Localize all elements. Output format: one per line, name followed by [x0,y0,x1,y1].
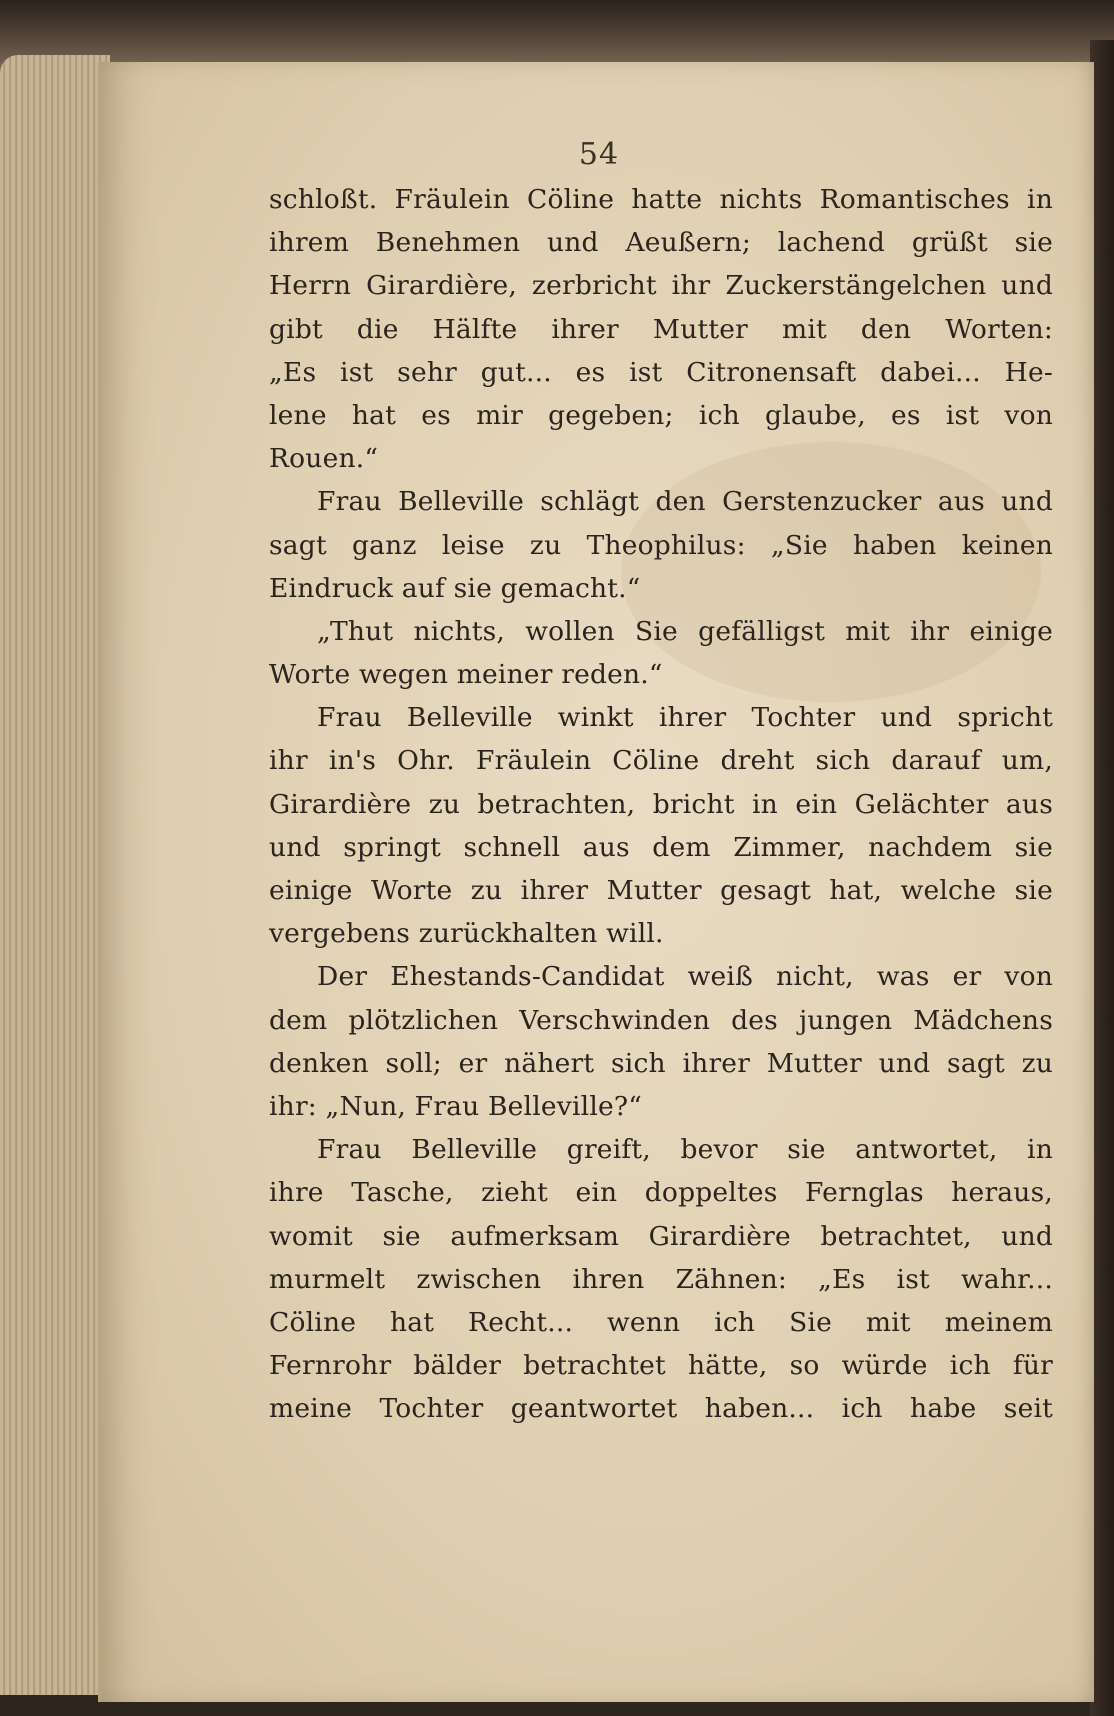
text-line: und springt schnell aus dem Zimmer, nachdem sie [269,831,1053,863]
text-line: Worte wegen meiner reden.“ [269,659,663,691]
text-line: sagt ganz leise zu Theophilus: „Sie haben keinen [269,529,1053,561]
text-line: murmelt zwischen ihren Zähnen: „Es ist wahr... [269,1263,1053,1295]
text-line: ihrem Benehmen und Aeußern; lachend grüßt sie [269,227,1053,259]
text-line: ihr in's Ohr. Fräulein Cöline dreht sich darauf um, [269,745,1053,777]
body-text [269,178,1053,1430]
page-number: 54 [578,137,620,172]
text-line: Rouen.“ [269,443,379,475]
book-page [98,62,1094,1702]
text-line: Frau Belleville winkt ihrer Tochter und spricht [317,702,1053,734]
text-line: womit sie aufmerksam Girardière betrachtet, und [269,1220,1053,1252]
text-line: schloßt. Fräulein Cöline hatte nichts Romantisches in [269,184,1053,215]
text-line: ihr: „Nun, Frau Belleville?“ [269,1090,643,1122]
text-line: gibt die Hälfte ihrer Mutter mit den Worten: [269,313,1053,345]
text-line: Frau Belleville schlägt den Gerstenzucker aus und [317,486,1053,518]
text-line: dem plötzlichen Verschwinden des jungen Mädchens [269,1004,1053,1036]
text-line: Herrn Girardière, zerbricht ihr Zuckerstängelchen und [269,270,1053,302]
text-line: meine Tochter geantwortet haben... ich habe seit [269,1393,1053,1425]
text-line: Frau Belleville greift, bevor sie antwortet, in [317,1134,1053,1166]
text-line: lene hat es mir gegeben; ich glaube, es ist von [269,399,1053,431]
text-line: Girardière zu betrachten, bricht in ein Gelächter aus [269,788,1053,820]
text-line: Der Ehestands-Candidat weiß nicht, was er von [317,961,1053,993]
text-line: Eindruck auf sie gemacht.“ [269,572,641,604]
book-cover-top-edge [0,0,1114,70]
text-line: denken soll; er nähert sich ihrer Mutter und sagt zu [269,1047,1053,1079]
page-stack-edge [0,55,110,1695]
text-line: Fernrohr bälder betrachtet hätte, so würde ich für [269,1350,1053,1382]
text-line: Cöline hat Recht... wenn ich Sie mit meinem [269,1306,1053,1338]
text-line: „Thut nichts, wollen Sie gefälligst mit ihr einige [317,615,1053,647]
text-line: ihre Tasche, zieht ein doppeltes Fernglas heraus, [269,1177,1053,1209]
text-line: vergebens zurückhalten will. [269,918,664,950]
text-line: „Es ist sehr gut... es ist Citronensaft dabei... He- [269,356,1053,388]
text-line: einige Worte zu ihrer Mutter gesagt hat, welche sie [269,875,1053,906]
